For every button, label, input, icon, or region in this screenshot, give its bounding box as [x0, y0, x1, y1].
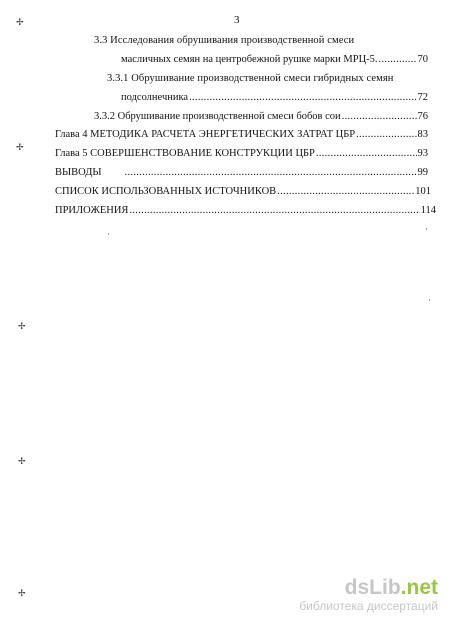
toc-entry-3-3-1: [121, 92, 428, 104]
page-number: 3: [234, 14, 240, 26]
scan-mark: ✢: [16, 142, 24, 152]
toc-entry-chapter-5: [55, 148, 428, 160]
toc-entry-chapter-5-page: 93: [417, 148, 428, 159]
toc-entry-conclusions-text: ВЫВОДЫ: [55, 167, 102, 178]
toc-leader: [125, 167, 417, 179]
toc-entry-3-3-2-text: 3.3.2 Обрушивание производственной смеси бобов сои: [94, 111, 341, 122]
scan-mark: ✢: [18, 588, 26, 598]
toc-entry-3-3-1-text: подсолнечника: [121, 92, 189, 103]
toc-leader: [189, 92, 416, 104]
scan-mark: ✢: [18, 456, 26, 466]
toc-leader: [356, 129, 416, 141]
toc-leader: [129, 205, 419, 217]
toc-entry-3-3: [121, 54, 428, 66]
toc-entry-sources-text: СПИСОК ИСПОЛЬЗОВАННЫХ ИСТОЧНИКОВ: [55, 186, 277, 197]
toc-leader: [316, 148, 417, 160]
watermark: [299, 577, 438, 613]
toc-entry-3-3-2: [94, 111, 428, 123]
toc-entry-chapter-4-text: Глава 4 МЕТОДИКА РАСЧЕТА ЭНЕРГЕТИЧЕСКИХ ЗАТРАТ ЦБР: [55, 129, 356, 140]
toc-leader: [379, 54, 417, 66]
toc-entry-sources-page: 101: [415, 186, 431, 197]
scan-mark: ✢: [18, 321, 26, 331]
toc-entry-appendices-text: ПРИЛОЖЕНИЯ: [55, 205, 129, 216]
toc-entry-3-3-page: 70: [417, 54, 428, 65]
watermark-logo-domain: .net: [400, 576, 438, 599]
toc-entry-sources: [55, 186, 431, 198]
toc-line-3-3-title: 3.3 Исследования обрушивания производственной смеси: [94, 35, 355, 46]
toc-entry-chapter-5-text: Глава 5 СОВЕРШЕНСТВОВАНИЕ КОНСТРУКЦИИ ЦБР: [55, 148, 315, 159]
toc-entry-3-3-text: масличных семян на центробежной рушке марки МРЦ-5.: [121, 54, 378, 65]
toc-entry-3-3-2-page: 76: [417, 111, 428, 122]
toc-leader: [277, 186, 414, 198]
toc-entry-conclusions-page: 99: [417, 167, 428, 178]
toc-entry-appendices-page: 114: [420, 205, 436, 216]
scan-mark: ✢: [16, 17, 24, 27]
watermark-subtitle: библиотека диссертаций: [299, 599, 438, 613]
toc-line-3-3-1-title: 3.3.1 Обрушивание производственной смеси гибридных семян: [107, 73, 394, 84]
scan-dot: ·: [428, 295, 431, 305]
scan-dot: ·: [425, 224, 428, 234]
toc-entry-chapter-4: [55, 129, 428, 141]
toc-entry-appendices: [55, 205, 436, 217]
toc-entry-conclusions: [55, 167, 428, 179]
scan-dot: ·: [107, 229, 110, 239]
watermark-logo: [299, 577, 438, 599]
toc-entry-3-3-1-page: 72: [417, 92, 428, 103]
toc-leader: [342, 111, 417, 123]
watermark-logo-main: dsLib: [344, 576, 401, 599]
toc-entry-chapter-4-page: 83: [417, 129, 428, 140]
